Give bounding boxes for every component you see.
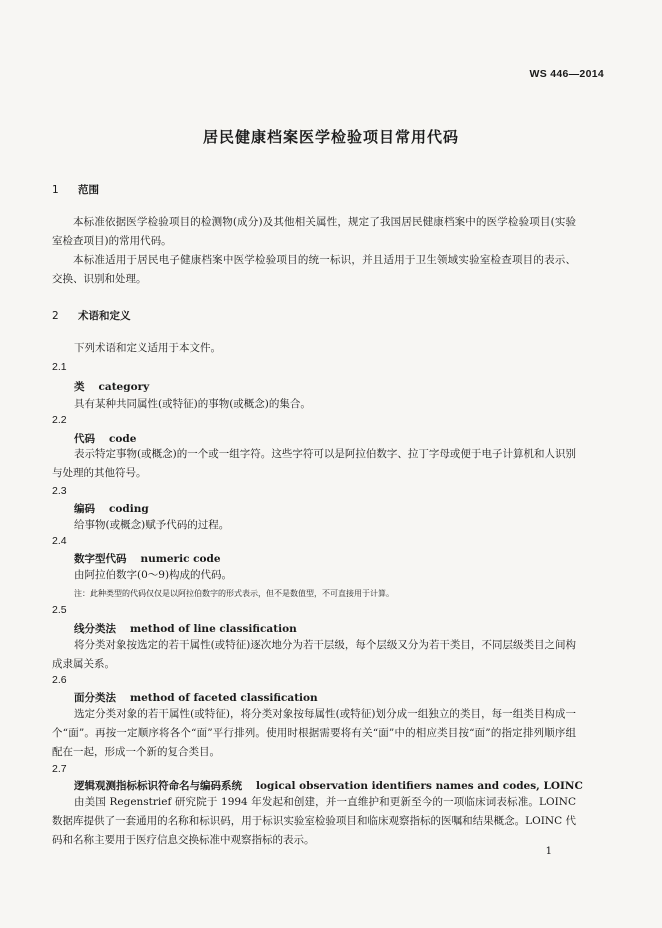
section-2-heading [52,308,131,323]
term-heading [74,501,149,516]
term-definition: 将分类对象按选定的若干属性(或特征)逐次地分为若干层级，每个层级又分为若干类目，不同层级类目之间构成隶属关系。 [52,639,576,670]
term-zh: 数字型代码 [74,553,127,565]
page-number: 1 [545,846,552,857]
section-1-paragraph-1: 本标准依据医学检验项目的检测物(成分)及其他相关属性，规定了我国居民健康档案中的医学检验项目(实验室检查项目)的常用代码。 [52,216,576,247]
standard-number: WS 446—2014 [529,68,604,80]
term-heading [74,431,136,446]
term-heading [74,379,149,394]
term-en: numeric code [140,553,221,565]
document-title: 居民健康档案医学检验项目常用代码 [202,128,459,146]
term-zh: 面分类法 [74,692,116,704]
term-definition: 表示特定事物(或概念)的一个或一组字符。这些字符可以是阿拉伯数字、拉丁字母或便于电子计算机和人识别与处理的其他符号。 [52,448,576,479]
term-en: logical observation identifiers names and codes, LOINC [256,780,583,792]
section-1-number: 1 [52,184,59,196]
term-definition: 由阿拉伯数字(0～9)构成的代码。 [74,569,233,581]
term-definition: 选定分类对象的若干属性(或特征)，将分类对象按每属性(或特征)划分成一组独立的类目，每一组类目构成一个“面”。再按一定顺序将各个“面”平行排列。使用时根据需要将有关“面”中的相应类目按“面”的指定排列顺序组配在一起，形成一个新的复合类目。 [52,708,576,758]
term-heading [74,621,297,636]
clause-number: 2.4 [52,535,67,547]
term-zh: 逻辑观测指标标识符命名与编码系统 [74,780,242,792]
clause-number: 2.7 [52,763,67,775]
section-2-title: 术语和定义 [78,310,131,322]
term-zh: 类 [74,381,85,393]
term-definition: 给事物(或概念)赋予代码的过程。 [74,519,230,531]
term-definition: 由美国 Regenstrief 研究院于 1994 年发起和创建，并一直维护和更新至今的一项临床词表标准。LOINC 数据库提供了一套通用的名称和标识码，用于标识实验室检验项目和临床观察指标的医嘱和结果概念。LOINC 代码和名称主要用于医疗信息交换标准中观察指标的表示。 [52,796,576,846]
term-en: method of line classification [130,623,297,635]
section-2-number: 2 [52,310,59,322]
section-2-intro: 下列术语和定义适用于本文件。 [74,342,221,354]
term-note: 注：此种类型的代码仅仅是以阿拉伯数字的形式表示，但不是数值型，不可直接用于计算。 [74,589,394,598]
term-en: category [98,381,150,393]
term-en: coding [109,503,149,515]
clause-number: 2.5 [52,604,67,616]
term-en: code [109,433,137,445]
clause-number: 2.1 [52,361,67,373]
term-heading [74,778,583,793]
term-zh: 线分类法 [74,623,116,635]
term-zh: 代码 [74,433,95,445]
section-1-paragraph-2: 本标准适用于居民电子健康档案中医学检验项目的统一标识，并且适用于卫生领域实验室检查项目的表示、交换、识别和处理。 [52,254,576,285]
term-heading [74,551,221,566]
section-1-heading [52,182,99,197]
section-1-title: 范围 [78,184,99,196]
term-zh: 编码 [74,503,95,515]
clause-number: 2.2 [52,414,67,426]
clause-number: 2.3 [52,485,67,497]
term-en: method of faceted classification [130,692,318,704]
term-definition: 具有某种共同属性(或特征)的事物(或概念)的集合。 [74,398,311,410]
term-heading [74,690,318,705]
clause-number: 2.6 [52,674,67,686]
